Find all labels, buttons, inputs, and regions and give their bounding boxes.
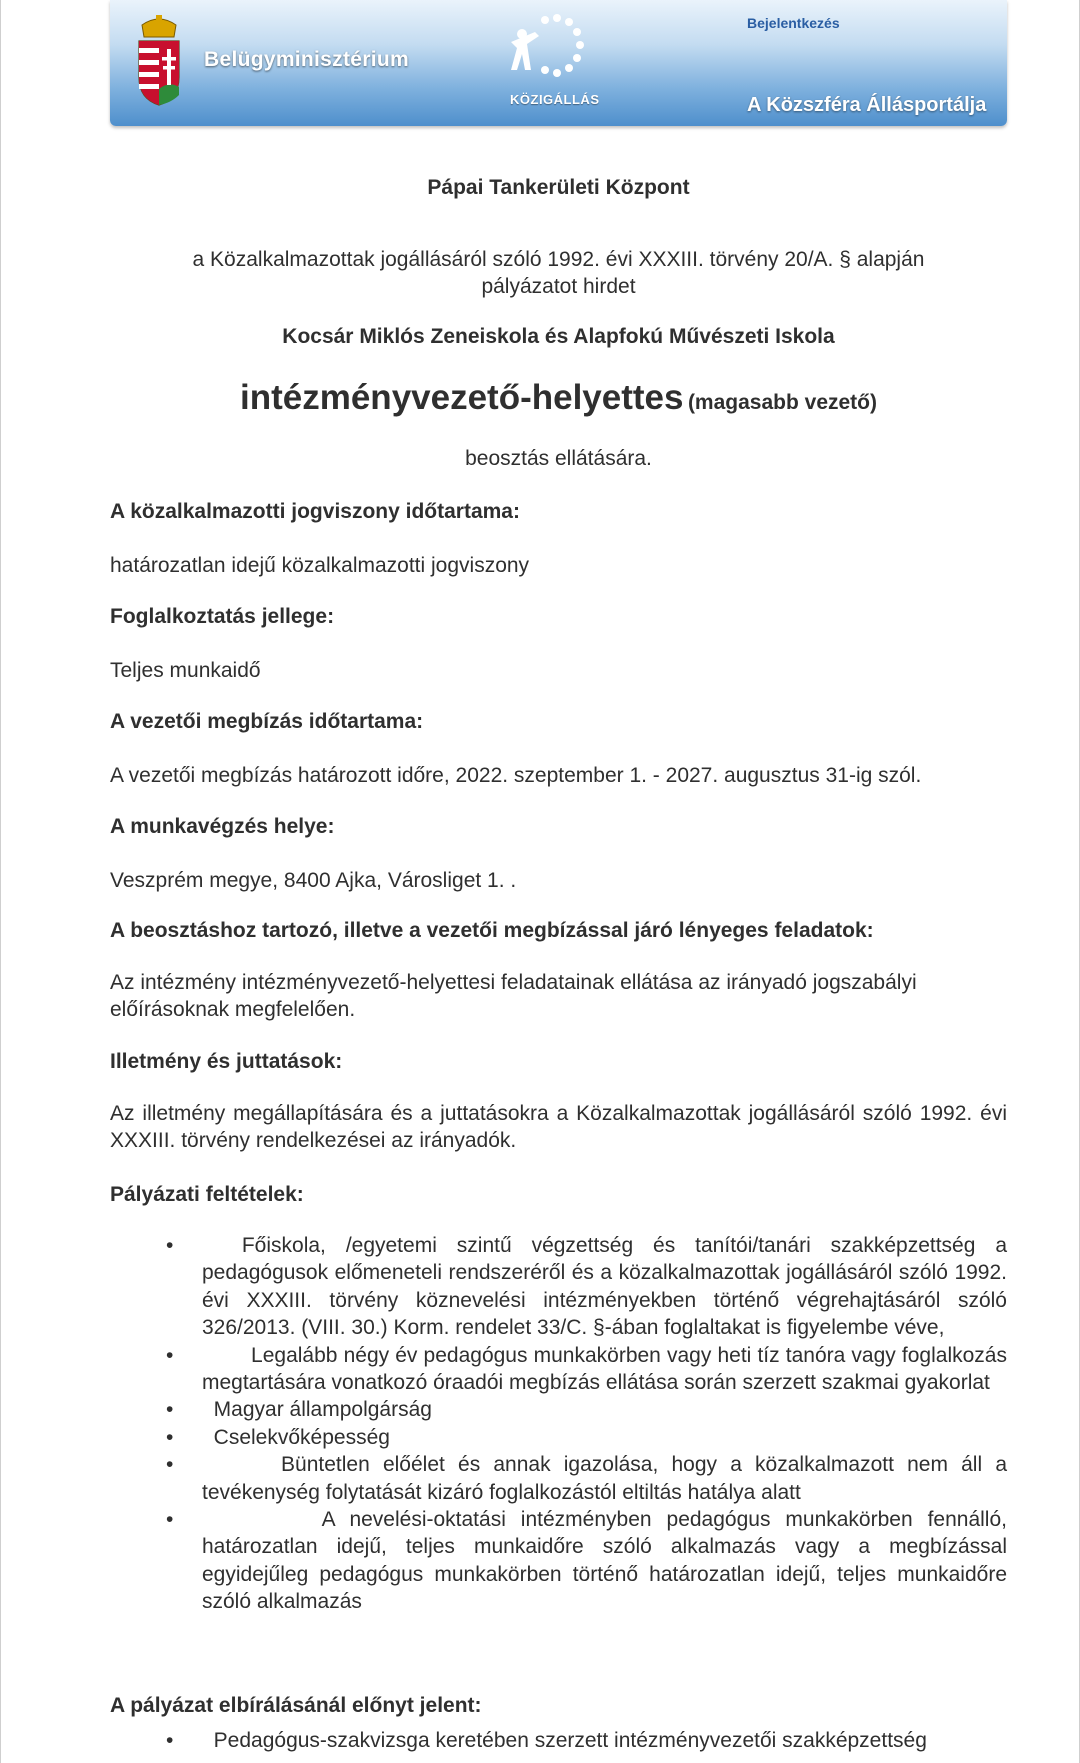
kozigallas-label: KÖZIGÁLLÁS — [510, 92, 600, 107]
section-heading-jelleg: Foglalkoztatás jellege: — [110, 605, 335, 628]
list-item: • A nevelési-oktatási intézményben pedagógus munkakörben fennálló, határozatlan idejű, teljes munkaidőre szóló alkalmazás vagy a megbízással egyidejűleg pedagógus munkakörben történő határozatlan idejű, teljes munkaidőre szóló alkalmazás — [166, 1508, 1013, 1614]
list-item: • Főiskola, /egyetemi szintű végzettség és tanítói/tanári szakképzettség a pedagógusok előmeneteli rendszeréről és a közalkalmazottak jogállásáról szóló 1992. évi XXXIII. törvény köznevelési intézményekben történő végrehajtásáról szóló 326/2013. (VIII. 30.) Korm. rendelet 33/C. §-ában foglaltakat is figyelembe véve, — [166, 1234, 1013, 1340]
list-item-text: Pedagógus-szakvizsga keretében szerzett intézményvezetői szakképzettség — [202, 1729, 927, 1752]
section-heading-elony: A pályázat elbírálásánál előnyt jelent: — [110, 1694, 482, 1717]
section-heading-jogviszony: A közalkalmazotti jogviszony időtartama: — [110, 500, 520, 523]
ministry-name: Belügyminisztérium — [204, 48, 409, 71]
hungarian-coat-of-arms-icon — [136, 15, 182, 107]
list-item-text: Főiskola, /egyetemi szintű végzettség és tanítói/tanári szakképzettség a pedagógusok előmeneteli rendszeréről és a közalkalmazottak jogállásáról szóló 1992. évi XXXIII. törvény köznevelési intézményekben történő végrehajtásáról szóló 326/2013. (VIII. 30.) Korm. rendelet 33/C. §-ában foglaltakat is figyelembe véve, — [202, 1234, 1013, 1340]
list-item: • Pedagógus-szakvizsga keretében szerzett intézményvezetői szakképzettség — [166, 1729, 927, 1752]
section-heading-megbizas: A vezetői megbízás időtartama: — [110, 710, 424, 733]
position-name: intézményvezető-helyettes — [240, 378, 684, 417]
site-header-banner — [110, 0, 1007, 126]
section-text-feladatok: Az intézmény intézményvezető-helyettesi feladatainak ellátása az irányadó jogszabályi előírásoknak megfelelően. — [110, 971, 917, 1021]
list-item: • Legalább négy év pedagógus munkakörben vagy heti tíz tanóra vagy foglalkozás megtartására vonatkozó óraadói megbízás ellátása során szerzett szakmai gyakorlat — [166, 1343, 1013, 1395]
kozigallas-logo-icon — [505, 12, 595, 92]
position-title — [110, 378, 1007, 418]
section-heading-illetmeny: Illetmény és juttatások: — [110, 1050, 343, 1073]
position-level: (magasabb vezető) — [687, 391, 877, 414]
section-text-jogviszony: határozatlan idejű közalkalmazotti jogviszony — [110, 554, 530, 577]
posting-intro: a Közalkalmazottak jogállásáról szóló 1992. évi XXXIII. törvény 20/A. § alapján pályázatot hirdet — [192, 248, 925, 298]
section-text-jelleg: Teljes munkaidő — [110, 659, 261, 682]
list-item-text: A nevelési-oktatási intézményben pedagógus munkakörben fennálló, határozatlan idejű, teljes munkaidőre szóló alkalmazás vagy a megbízással egyidejűleg pedagógus munkakörben történő határozatlan idejű, teljes munkaidőre szóló alkalmazás — [202, 1508, 1013, 1614]
advantages-list — [110, 1727, 1007, 1754]
portal-title: A Közszféra Állásportálja — [747, 94, 987, 116]
list-item: • Cselekvőképesség — [166, 1425, 390, 1449]
list-item: • Büntetlen előélet és annak igazolása, hogy a közalkalmazott nem áll a tevékenység folytatását kizáró foglalkozástól eltiltás hatálya alatt — [166, 1453, 1013, 1504]
section-heading-feltetelek: Pályázati feltételek: — [110, 1183, 304, 1206]
list-item: • Magyar állampolgárság — [166, 1398, 432, 1422]
list-item-text: Büntetlen előélet és annak igazolása, hogy a közalkalmazott nem áll a tevékenység folytatását kizáró foglalkozástól eltiltás hatálya alatt — [202, 1453, 1013, 1504]
organization-name: Pápai Tankerületi Központ — [427, 176, 690, 199]
page-border-left — [0, 0, 1, 1763]
section-heading-feladatok: A beosztáshoz tartozó, illetve a vezetői megbízással járó lényeges feladatok: — [110, 919, 874, 942]
login-link[interactable]: Bejelentkezés — [747, 15, 840, 31]
list-item-text: Magyar állampolgárság — [202, 1398, 432, 1422]
section-text-hely: Veszprém megye, 8400 Ajka, Városliget 1. . — [110, 869, 517, 892]
list-item-text: Legalább négy év pedagógus munkakörben vagy heti tíz tanóra vagy foglalkozás megtartására vonatkozó óraadói megbízás ellátása során szerzett szakmai gyakorlat — [202, 1343, 1013, 1395]
section-text-megbizas: A vezetői megbízás határozott időre, 2022. szeptember 1. - 2027. augusztus 31-ig szól. — [110, 764, 922, 787]
section-text-illetmeny: Az illetmény megállapítására és a juttatásokra a Közalkalmazottak jogállásáról szóló 1992. évi XXXIII. törvény rendelkezései az irányadók. — [110, 1102, 1007, 1152]
section-heading-hely: A munkavégzés helye: — [110, 815, 335, 838]
duty-phrase: beosztás ellátására. — [465, 447, 652, 470]
list-item-text: Cselekvőképesség — [202, 1425, 390, 1449]
requirements-list — [110, 1232, 1013, 1616]
school-name: Kocsár Miklós Zeneiskola és Alapfokú Művészeti Iskola — [282, 325, 835, 348]
